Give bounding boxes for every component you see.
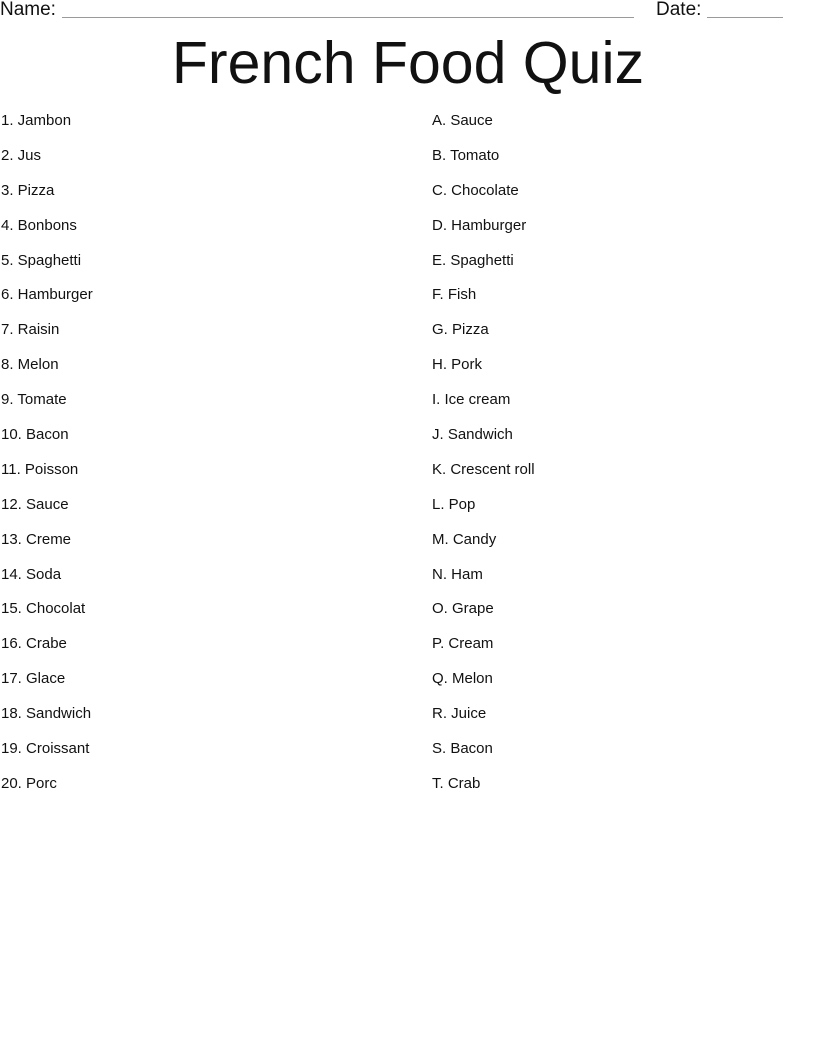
french-word-item: 10. Bacon (1, 426, 69, 444)
english-choice-item: R. Juice (432, 705, 487, 723)
french-word-item: 20. Porc (1, 774, 57, 792)
english-choice-item: N. Ham (432, 565, 483, 583)
english-choices-list (432, 111, 535, 809)
english-choice-item: K. Crescent roll (432, 460, 535, 478)
english-choice-item: Q. Melon (432, 670, 493, 688)
french-word-item: 18. Sandwich (1, 705, 92, 723)
english-choice-item: I. Ice cream (432, 391, 511, 409)
english-choice-item: A. Sauce (432, 112, 493, 129)
french-word-item: 1. Jambon (1, 112, 72, 129)
french-word-item: 5. Spaghetti (1, 251, 82, 269)
date-blank-line[interactable] (707, 17, 783, 18)
french-word-item: 3. Pizza (1, 181, 55, 199)
page-title: French Food Quiz (171, 30, 645, 96)
english-choice-item: T. Crab (432, 774, 481, 792)
french-word-item: 6. Hamburger (1, 286, 93, 304)
english-choice-item: M. Candy (432, 530, 497, 548)
english-choice-item: D. Hamburger (432, 216, 527, 234)
french-word-item: 15. Chocolat (1, 600, 86, 618)
name-blank-line[interactable] (62, 17, 634, 18)
english-choice-item: J. Sandwich (432, 426, 513, 444)
date-label: Date: (656, 0, 702, 20)
name-label: Name: (0, 0, 56, 20)
english-choice-item: O. Grape (432, 600, 494, 618)
french-word-item: 11. Poisson (1, 460, 79, 478)
french-word-item: 7. Raisin (1, 321, 60, 339)
french-word-item: 14. Soda (1, 565, 62, 583)
english-choice-item: B. Tomato (432, 146, 500, 164)
french-word-item: 19. Croissant (1, 740, 90, 758)
english-choice-item: F. Fish (432, 286, 477, 304)
english-choice-item: P. Cream (432, 635, 494, 653)
french-word-item: 9. Tomate (1, 391, 67, 409)
french-word-item: 16. Crabe (1, 635, 67, 653)
french-word-item: 2. Jus (1, 146, 42, 164)
french-word-item: 4. Bonbons (1, 216, 77, 234)
name-date-header (0, 0, 816, 24)
french-word-item: 12. Sauce (1, 495, 69, 513)
french-word-item: 13. Creme (1, 530, 72, 548)
english-choice-item: S. Bacon (432, 740, 493, 758)
french-word-item: 8. Melon (1, 356, 59, 374)
english-choice-item: E. Spaghetti (432, 251, 514, 269)
english-choice-item: L. Pop (432, 495, 476, 513)
english-choice-item: H. Pork (432, 356, 483, 374)
french-word-item: 17. Glace (1, 670, 66, 688)
english-choice-item: C. Chocolate (432, 181, 519, 199)
english-choice-item: G. Pizza (432, 321, 489, 339)
french-words-list (1, 111, 93, 809)
